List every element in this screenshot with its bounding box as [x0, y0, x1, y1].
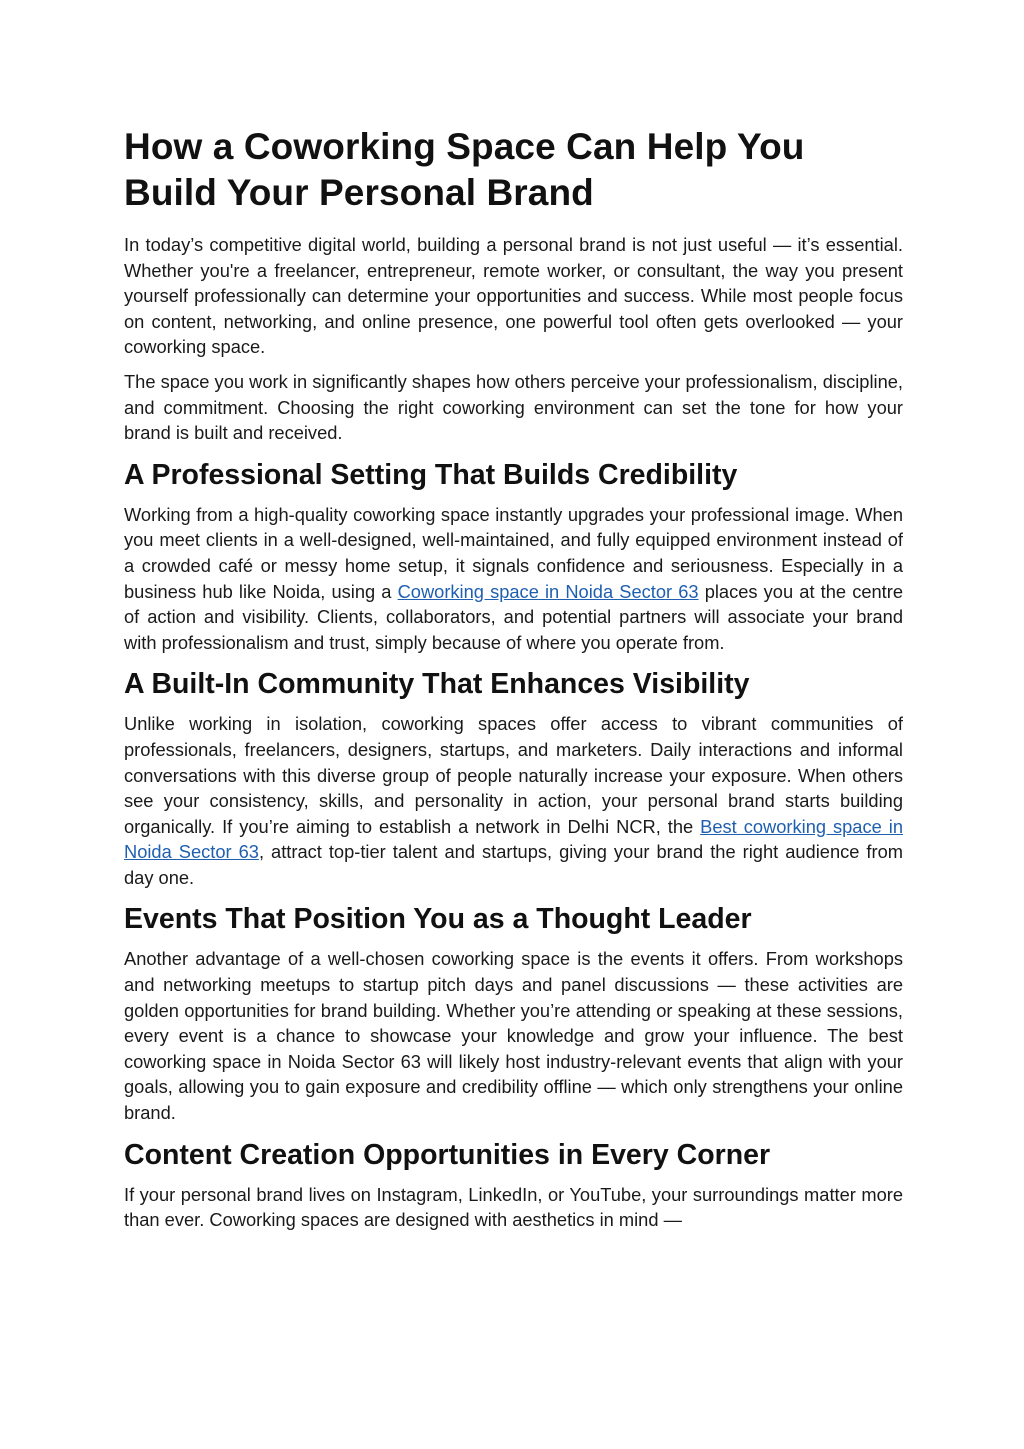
section-heading-events: Events That Position You as a Thought Leader — [124, 903, 752, 936]
intro-paragraph-1: In today’s competitive digital world, building a personal brand is not just useful — it’s essential. Whether you're a freelancer, entrepreneur, remote worker, or consultant, the way you present yourself professionally can determine your opportunities and success. While most people focus on content, networking, and online presence, one powerful tool often gets overlooked — your coworking space. — [124, 234, 903, 358]
section-heading-credibility: A Professional Setting That Builds Credibility — [124, 458, 738, 491]
paragraph-text: Working from a high-quality coworking space instantly upgrades your professional image. When you meet clients in a well-designed, well-maintained, and fully equipped environment instead of a crowded café or messy home setup, it signals confidence and seriousness. Especially in a business hub like Noida, using a — [124, 503, 903, 602]
paragraph-text: places you at the centre of action and visibility. Clients, collaborators, and potential partners will associate your brand with professionalism and trust, simply because of where you operate from. — [124, 580, 903, 653]
section-paragraph-community — [124, 711, 903, 890]
section-heading-content-creation: Content Creation Opportunities in Every Corner — [124, 1138, 771, 1171]
section-paragraph-content-creation: If your personal brand lives on Instagram, LinkedIn, or YouTube, your surroundings matter more than ever. Coworking spaces are designed with aesthetics in mind — — [124, 1183, 903, 1231]
section-paragraph-events: Another advantage of a well-chosen coworking space is the events it offers. From workshops and networking meetups to startup pitch days and panel discussions — these activities are golden opportunities for brand building. Whether you’re attending or speaking at these sessions, every event is a chance to showcase your knowledge and grow your influence. The best coworking space in Noida Sector 63 will likely host industry-relevant events that align with your goals, allowing you to gain exposure and credibility offline — which only strengthens your online brand. — [124, 948, 903, 1124]
best-coworking-space-link[interactable]: Best coworking space in Noida Sector 63 — [124, 815, 903, 863]
intro-paragraph-2: The space you work in significantly shapes how others perceive your professionalism, discipline, and commitment. Choosing the right coworking environment can set the tone for how your brand is built and received. — [124, 370, 903, 444]
document-page — [124, 108, 903, 1242]
section-paragraph-credibility — [124, 502, 903, 656]
paragraph-text: , attract top-tier talent and startups, giving your brand the right audience from day one. — [124, 841, 903, 888]
page-title: How a Coworking Space Can Help You Build Your Personal Brand — [124, 126, 805, 213]
coworking-space-link[interactable]: Coworking space in Noida Sector 63 — [397, 580, 699, 602]
section-heading-community: A Built-In Community That Enhances Visibility — [124, 668, 750, 701]
paragraph-text: Unlike working in isolation, coworking spaces offer access to vibrant communities of professionals, freelancers, designers, startups, and marketers. Daily interactions and informal conversations with this diverse group of people naturally increase your exposure. When others see your consistency, skills, and personality in action, your personal brand starts building organically. If you’re aiming to establish a network in Delhi NCR, the — [124, 713, 903, 837]
